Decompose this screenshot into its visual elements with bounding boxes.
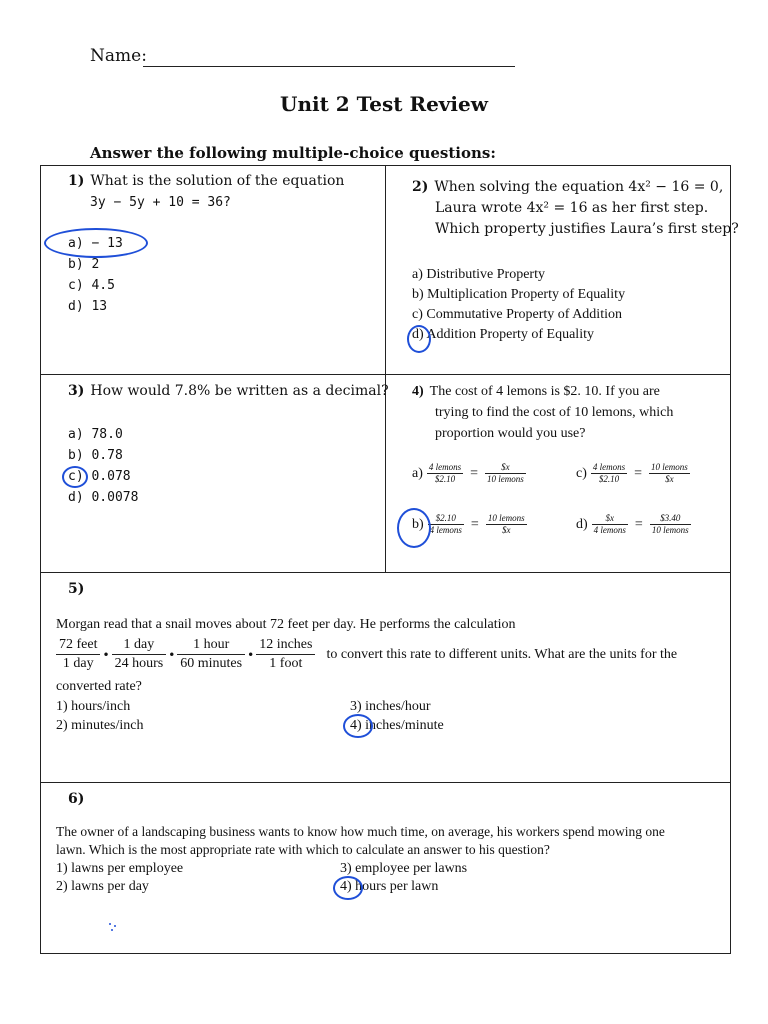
question-4	[412, 381, 673, 444]
stray-pen-mark	[106, 920, 120, 934]
q4c-left-den: $2.10	[598, 474, 620, 484]
q3-option-d[interactable]: d) 0.0078	[68, 490, 139, 505]
q2-option-c[interactable]: c) Commutative Property of Addition	[412, 307, 622, 322]
q5-frac1-num: 72 feet	[56, 636, 100, 655]
q4c-right-den: $x	[665, 474, 674, 484]
q4-option-d-label: d)	[576, 517, 588, 533]
q4c-left-num: 4 lemons	[592, 462, 626, 472]
q2-options	[412, 265, 625, 345]
q4b-left-den: 4 lemons	[429, 525, 462, 535]
q4d-right-den: 10 lemons	[651, 525, 689, 535]
name-label: Name:	[90, 46, 147, 66]
q5-dot1: •	[102, 647, 110, 662]
q5-option-2[interactable]: 2) minutes/inch	[56, 718, 144, 733]
q3-option-c[interactable]: c) 0.078	[68, 469, 131, 484]
name-blank-line[interactable]	[143, 66, 515, 67]
q3-text: How would 7.8% be written as a decimal?	[90, 383, 389, 399]
q5-option-4[interactable]: 4) inches/minute	[350, 718, 444, 733]
q4a-right-den: 10 lemons	[487, 474, 524, 484]
q2-text-line3: Which property justifies Laura’s first step?	[435, 221, 739, 237]
q3-option-a[interactable]: a) 78.0	[68, 427, 123, 442]
answer-circle-q4	[397, 508, 431, 548]
q4d-left-den: 4 lemons	[593, 525, 626, 535]
q4-option-a-label: a)	[412, 466, 423, 482]
q4-option-c-label: c)	[576, 466, 587, 482]
q4b-right-num: 10 lemons	[487, 513, 525, 523]
q1-option-d[interactable]: d) 13	[68, 299, 108, 314]
q6-text	[56, 823, 665, 859]
question-1	[68, 171, 344, 213]
question-3	[68, 381, 389, 402]
q6-option-4[interactable]: 4) hours per lawn	[340, 879, 439, 894]
q5-after-text2: converted rate?	[56, 679, 142, 694]
answer-circle-q6	[333, 876, 363, 900]
question-5	[68, 579, 90, 600]
q1-number: 1)	[68, 173, 85, 189]
q4a-left-num: 4 lemons	[428, 462, 462, 472]
q2-text-line1: When solving the equation 4x² − 16 = 0,	[434, 179, 724, 195]
q5-calculation	[56, 636, 677, 673]
q6-number: 6)	[68, 791, 85, 807]
q4a-equals: =	[470, 466, 479, 482]
q5-option-1[interactable]: 1) hours/inch	[56, 699, 131, 714]
q4a-left-den: $2.10	[434, 474, 456, 484]
q4-option-a[interactable]	[412, 462, 526, 485]
answer-circle-q3	[62, 466, 88, 488]
q1-option-c[interactable]: c) 4.5	[68, 278, 115, 293]
q2-option-a[interactable]: a) Distributive Property	[412, 267, 545, 282]
answer-circle-q2	[407, 325, 431, 353]
q5-dot2: •	[168, 647, 176, 662]
q5-number: 5)	[68, 581, 85, 597]
q4d-equals: =	[634, 517, 643, 533]
q1-text-line2: 3y − 5y + 10 = 36?	[90, 195, 231, 210]
q6-options-left	[56, 860, 183, 896]
q5-dot3: •	[247, 647, 255, 662]
q1-option-a[interactable]: a) − 13	[68, 236, 123, 251]
q4-text-line3: proportion would you use?	[435, 426, 586, 441]
grid-divider-row3	[41, 782, 730, 783]
page-title: Unit 2 Test Review	[280, 92, 488, 116]
q3-option-b[interactable]: b) 0.78	[68, 448, 123, 463]
q1-option-b[interactable]: b) 2	[68, 257, 100, 272]
q4c-equals: =	[634, 466, 643, 482]
q6-option-1[interactable]: 1) lawns per employee	[56, 861, 184, 876]
q4-option-b-label: b)	[412, 517, 424, 533]
q4-text-line2: trying to find the cost of 10 lemons, which	[435, 405, 674, 420]
q4-option-c[interactable]	[576, 462, 690, 485]
q2-text-line2: Laura wrote 4x² = 16 as her first step.	[435, 200, 709, 216]
question-2	[412, 177, 739, 240]
q5-options-left	[56, 697, 144, 735]
q1-text-line1: What is the solution of the equation	[90, 173, 345, 189]
q3-number: 3)	[68, 383, 85, 399]
q6-option-3[interactable]: 3) employee per lawns	[340, 861, 468, 876]
q4-number: 4)	[412, 384, 424, 399]
q4b-equals: =	[470, 517, 479, 533]
answer-circle-q5	[343, 714, 373, 738]
q5-frac3-num: 1 hour	[177, 636, 245, 655]
q5-frac2-den: 24 hours	[114, 656, 164, 671]
answer-circle-q1	[44, 228, 148, 258]
q4-option-d[interactable]	[576, 513, 691, 536]
q5-option-3[interactable]: 3) inches/hour	[350, 699, 431, 714]
q5-frac4-den: 1 foot	[269, 656, 303, 671]
instructions: Answer the following multiple-choice questions:	[90, 144, 496, 162]
q5-frac3-den: 60 minutes	[180, 656, 243, 671]
q2-option-b[interactable]: b) Multiplication Property of Equality	[412, 287, 626, 302]
q5-after-text: to convert this rate to different units. What are the units for the	[326, 646, 678, 662]
q4b-right-den: $x	[501, 525, 511, 535]
grid-divider-col	[385, 166, 386, 573]
q5-intro: Morgan read that a snail moves about 72 feet per day. He performs the calculation	[56, 617, 516, 632]
q4d-right-num: $3.40	[650, 513, 691, 525]
q5-frac2-num: 1 day	[112, 636, 167, 655]
q4-text-line1: The cost of 4 lemons is $2. 10. If you are	[429, 384, 660, 399]
q4a-right-num: $x	[485, 462, 526, 474]
q6-option-2[interactable]: 2) lawns per day	[56, 879, 149, 894]
q6-text-line1: The owner of a landscaping business wants to know how much time, on average, his workers spend mowing one	[56, 824, 665, 839]
question-6	[68, 789, 90, 810]
q2-number: 2)	[412, 179, 429, 195]
q4c-right-num: 10 lemons	[651, 462, 688, 472]
q5-frac4-num: 12 inches	[256, 636, 315, 655]
q4d-left-num: $x	[592, 513, 628, 525]
q4b-left-num: $2.10	[428, 513, 464, 525]
q2-option-d[interactable]: d) Addition Property of Equality	[412, 327, 594, 342]
q6-text-line2: lawn. Which is the most appropriate rate with which to calculate an answer to his question?	[56, 842, 550, 857]
q5-frac1-den: 1 day	[62, 656, 94, 671]
